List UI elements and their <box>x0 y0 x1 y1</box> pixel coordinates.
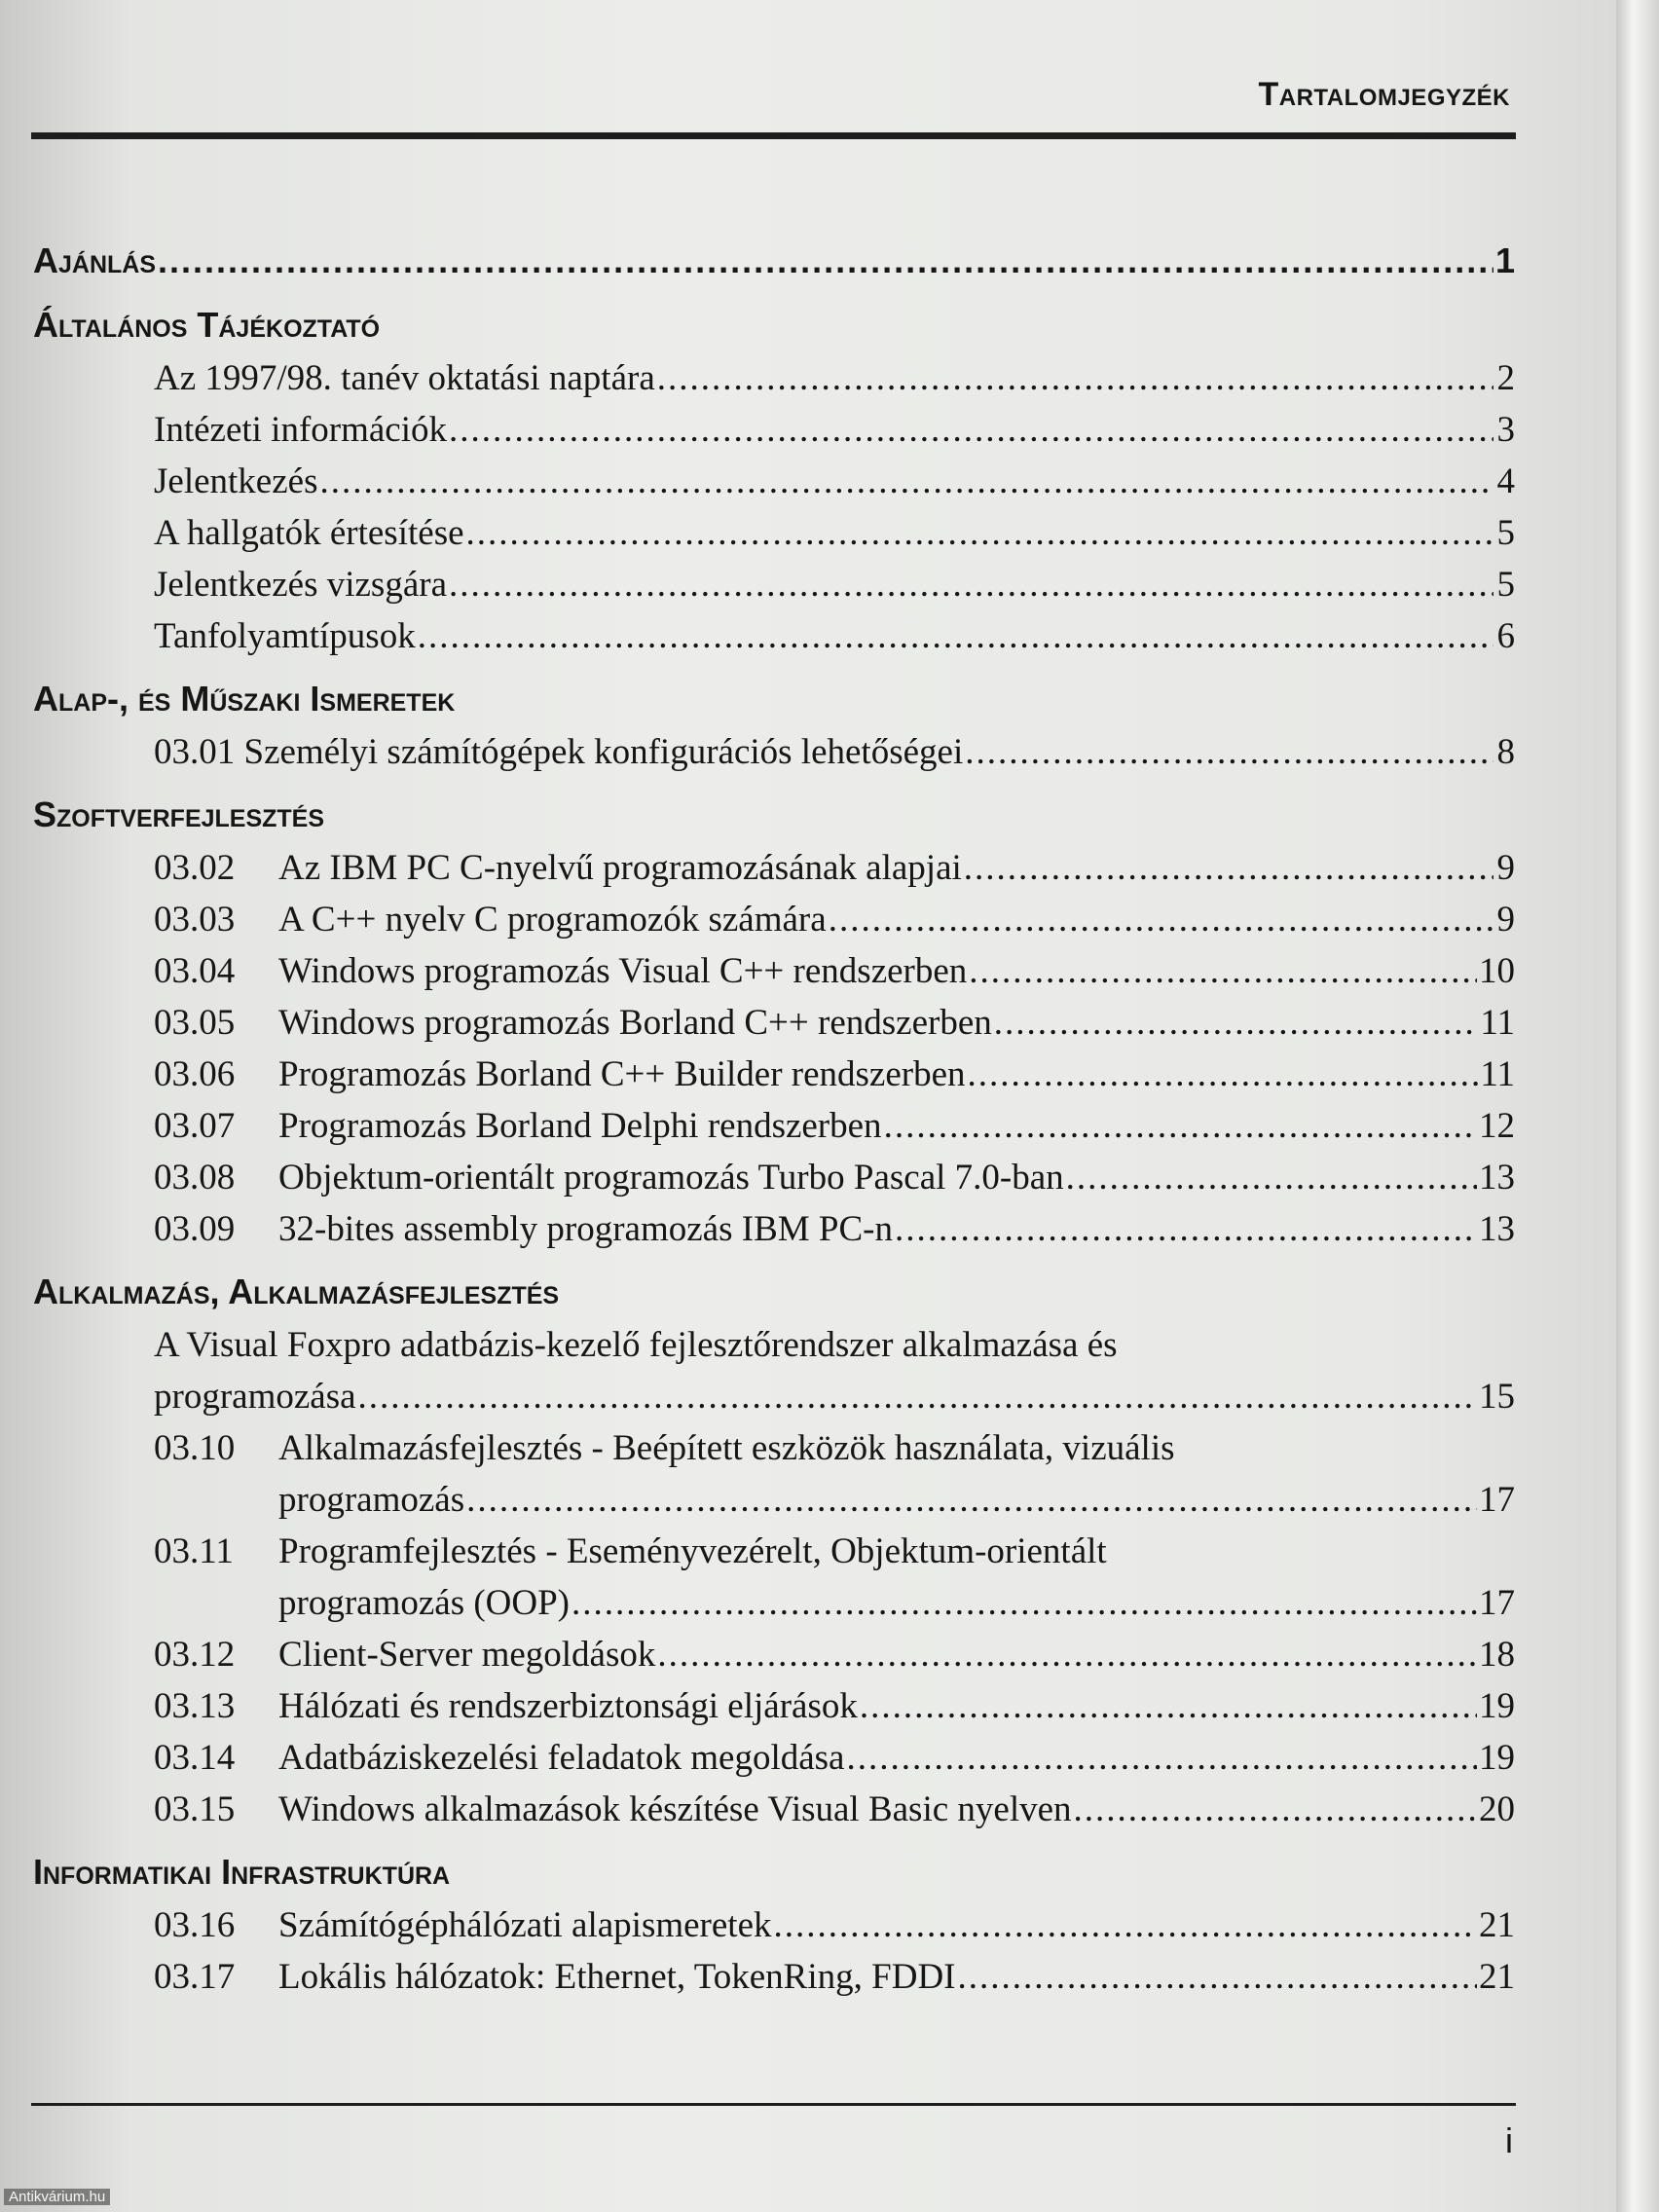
toc-section-title: Általános Tájékoztató <box>33 305 381 345</box>
toc-entry[interactable]: 03.07 Programozás Borland Delphi rendszerben ..... 12 <box>33 1100 1515 1152</box>
toc-entry[interactable]: 03.16 Számítógéphálózati alapismeretek ..... 21 <box>33 1899 1515 1951</box>
toc-entry[interactable]: 03.15 Windows alkalmazások készítése Visual Basic nyelven ..... 20 <box>33 1784 1515 1835</box>
table-of-contents <box>33 234 1515 2012</box>
toc-entry[interactable]: 03.01 Személyi számítógépek konfigurációs lehetőségei ..... 8 <box>33 726 1515 778</box>
toc-entry[interactable]: 03.11 Programfejlesztés - Eseményvezérelt, Objektum-orientált programozás (OOP) ..... 17 <box>33 1526 1515 1629</box>
toc-entry[interactable]: Jelentkezés ..... 4 <box>33 456 1515 507</box>
toc-section-title: Alkalmazás, Alkalmazásfejlesztés <box>33 1272 560 1311</box>
toc-entry[interactable]: 03.13 Hálózati és rendszerbiztonsági eljárások ..... 19 <box>33 1680 1515 1732</box>
toc-section-title: Szoftverfejlesztés <box>33 794 325 834</box>
toc-entry[interactable]: A Visual Foxpro adatbázis-kezelő fejlesztőrendszer alkalmazása és programozása ..... 15 <box>33 1319 1515 1422</box>
toc-section-altalanos <box>33 298 1515 662</box>
toc-section-alap <box>33 672 1515 778</box>
page-edge <box>1616 0 1659 2212</box>
toc-entry[interactable]: 03.17 Lokális hálózatok: Ethernet, TokenRing, FDDI ..... 21 <box>33 1951 1515 2003</box>
toc-section-infrastruktura <box>33 1845 1515 2003</box>
toc-section-alkalmazas <box>33 1265 1515 1835</box>
toc-entry[interactable]: 03.05 Windows programozás Borland C++ rendszerben ..... 11 <box>33 997 1515 1049</box>
toc-entry[interactable]: Tanfolyamtípusok ..... 6 <box>33 610 1515 662</box>
toc-section-title: Alap-, és Műszaki Ismeretek <box>33 679 456 719</box>
toc-entry[interactable]: 03.10 Alkalmazásfejlesztés - Beépített eszközök használata, vizuális programozás ..... 17 <box>33 1422 1515 1526</box>
toc-entry[interactable]: Az 1997/98. tanév oktatási naptára ..... 2 <box>33 352 1515 404</box>
running-title: Tartalomjegyzék <box>1258 76 1510 113</box>
toc-entry[interactable]: 03.08 Objektum-orientált programozás Turbo Pascal 7.0-ban ..... 13 <box>33 1152 1515 1203</box>
toc-section-title[interactable]: Ajánlás ..... 1 <box>33 234 1515 288</box>
watermark: Antikvárium.hu <box>4 2189 110 2205</box>
toc-entry[interactable]: 03.06 Programozás Borland C++ Builder rendszerben ..... 11 <box>33 1049 1515 1100</box>
footer-rule <box>31 2103 1516 2106</box>
toc-section-szoftver <box>33 788 1515 1255</box>
toc-entry[interactable]: 03.04 Windows programozás Visual C++ rendszerben ..... 10 <box>33 945 1515 997</box>
toc-entry[interactable]: 03.03 A C++ nyelv C programozók számára ..... 9 <box>33 894 1515 945</box>
toc-entry[interactable]: Jelentkezés vizsgára ..... 5 <box>33 559 1515 610</box>
toc-section-ajanlas <box>33 234 1515 288</box>
page-number: i <box>1505 2120 1513 2160</box>
header-rule <box>31 132 1516 139</box>
toc-section-title: Informatikai Infrastruktúra <box>33 1852 451 1892</box>
toc-entry[interactable]: 03.02 Az IBM PC C-nyelvű programozásának alapjai ..... 9 <box>33 842 1515 894</box>
toc-entry[interactable]: Intézeti információk ..... 3 <box>33 404 1515 456</box>
toc-entry[interactable]: 03.14 Adatbáziskezelési feladatok megoldása ..... 19 <box>33 1732 1515 1784</box>
toc-entry[interactable]: A hallgatók értesítése ..... 5 <box>33 507 1515 559</box>
toc-entry[interactable]: 03.12 Client-Server megoldások ..... 18 <box>33 1629 1515 1680</box>
toc-entry[interactable]: 03.09 32-bites assembly programozás IBM PC-n ..... 13 <box>33 1203 1515 1255</box>
